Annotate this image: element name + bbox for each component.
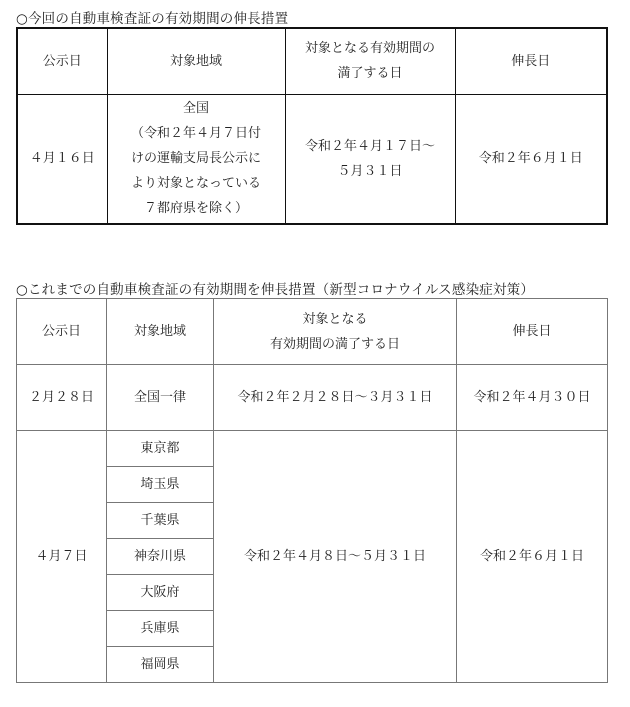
cell-region: 千葉県: [107, 503, 214, 539]
section2-heading: ○これまでの自動車検査証の有効期間を伸長措置（新型コロナウイルス感染症対策）: [16, 282, 535, 298]
header-period: [285, 28, 455, 94]
header-period-line: 対象となる: [302, 311, 368, 327]
cell-region: [107, 94, 285, 224]
table-row: [17, 431, 608, 467]
cell-extension: 令和２年６月１日: [457, 431, 608, 683]
past-extension-table: [16, 298, 608, 683]
cell-region: 大阪府: [107, 575, 214, 611]
header-period-line: 対象となる有効期間の: [304, 41, 435, 57]
cell-region: 兵庫県: [107, 611, 214, 647]
cell-region: 全国一律: [107, 365, 214, 431]
table-header-row: [17, 299, 608, 365]
header-date: 公示日: [17, 299, 107, 365]
cell-region: 埼玉県: [107, 467, 214, 503]
current-extension-table: [16, 27, 608, 225]
cell-date: ２月２８日: [17, 365, 107, 431]
cell-extension: 令和２年４月３０日: [457, 365, 608, 431]
region-line: ７都府県を除く）: [143, 201, 248, 217]
cell-period: [285, 94, 455, 224]
region-line: 全国: [182, 101, 209, 117]
table-row: [17, 365, 608, 431]
cell-region: 東京都: [107, 431, 214, 467]
region-line: （令和２年４月７日付: [130, 126, 261, 142]
period-line: ５月３１日: [337, 163, 403, 179]
header-date: 公示日: [17, 28, 107, 94]
cell-region: 神奈川県: [107, 539, 214, 575]
cell-region: 福岡県: [107, 647, 214, 683]
region-line: より対象となっている: [130, 176, 261, 192]
header-region: 対象地域: [107, 299, 214, 365]
cell-date: ４月１６日: [17, 94, 107, 224]
cell-period: 令和２年４月８日～５月３１日: [214, 431, 457, 683]
header-period-line: 有効期間の満了する日: [269, 336, 400, 352]
table-header-row: [17, 28, 607, 94]
header-region: 対象地域: [107, 28, 285, 94]
header-period: [214, 299, 457, 365]
period-line: 令和２年４月１７日～: [304, 138, 435, 154]
cell-period: 令和２年２月２８日～３月３１日: [214, 365, 457, 431]
table-row: [17, 94, 607, 224]
header-period-line: 満了する日: [337, 66, 403, 82]
region-line: けの運輸支局長公示に: [130, 151, 261, 167]
section1-heading: ○今回の自動車検査証の有効期間の伸長措置: [16, 11, 289, 27]
header-extension: 伸長日: [455, 28, 607, 94]
cell-extension: 令和２年６月１日: [455, 94, 607, 224]
header-extension: 伸長日: [457, 299, 608, 365]
cell-date: ４月７日: [17, 431, 107, 683]
